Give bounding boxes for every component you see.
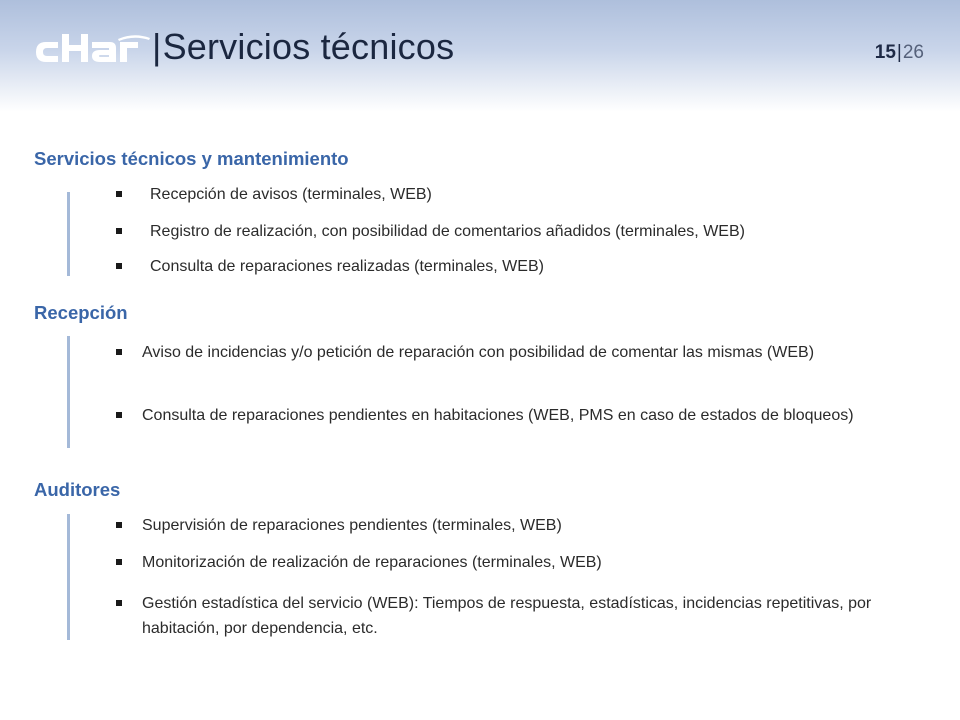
bullet-square-icon bbox=[116, 349, 122, 355]
list-item bbox=[114, 219, 884, 244]
bullet-square-icon bbox=[116, 228, 122, 234]
char-logo bbox=[34, 30, 152, 70]
list-item-text: Aviso de incidencias y/o petición de reparación con posibilidad de comentar las mismas (WEB) bbox=[142, 344, 815, 361]
list-item bbox=[114, 513, 884, 538]
page-separator: | bbox=[896, 42, 902, 63]
section-title: Auditores bbox=[34, 479, 121, 500]
bullet-square-icon bbox=[116, 191, 122, 197]
list-item-text: Consulta de reparaciones realizadas (terminales, WEB) bbox=[150, 258, 544, 275]
bullet-square-icon bbox=[116, 559, 122, 565]
bullet-square-icon bbox=[116, 263, 122, 269]
page-title bbox=[152, 26, 454, 68]
bullet-square-icon bbox=[116, 600, 122, 606]
section-title: Recepción bbox=[34, 302, 128, 323]
list-item bbox=[114, 591, 884, 641]
list-item-text: Registro de realización, con posibilidad de comentarios añadidos (terminales, WEB) bbox=[150, 223, 745, 240]
page-number bbox=[875, 42, 924, 64]
list-item bbox=[114, 403, 884, 428]
title-text: Servicios técnicos bbox=[162, 26, 455, 67]
list-item bbox=[114, 340, 884, 365]
section-accent-line bbox=[67, 514, 70, 640]
list-item-text: Supervisión de reparaciones pendientes (terminales, WEB) bbox=[142, 517, 562, 534]
list-item-text: Recepción de avisos (terminales, WEB) bbox=[150, 186, 432, 203]
section-accent-line bbox=[67, 192, 70, 276]
section-accent-line bbox=[67, 336, 70, 448]
section-title: Servicios técnicos y mantenimiento bbox=[34, 148, 349, 169]
page-current: 15 bbox=[874, 42, 896, 63]
bullet-square-icon bbox=[116, 522, 122, 528]
title-separator: | bbox=[152, 26, 162, 67]
list-item-text: Consulta de reparaciones pendientes en habitaciones (WEB, PMS en caso de estados de bloqueos) bbox=[142, 407, 854, 424]
section-auditores bbox=[34, 479, 894, 659]
list-item bbox=[114, 182, 884, 207]
slide-header bbox=[0, 0, 960, 112]
section-recepcion bbox=[34, 302, 894, 462]
list-item bbox=[114, 550, 884, 575]
section-servicios-tecnicos bbox=[34, 148, 894, 288]
bullet-square-icon bbox=[116, 412, 122, 418]
list-item bbox=[114, 254, 884, 279]
list-item-text: Gestión estadística del servicio (WEB): Tiempos de respuesta, estadísticas, incidencias repetitivas, por habitación, por dependencia, etc. bbox=[142, 595, 872, 637]
page-total: 26 bbox=[902, 42, 924, 63]
list-item-text: Monitorización de realización de reparaciones (terminales, WEB) bbox=[142, 554, 602, 571]
